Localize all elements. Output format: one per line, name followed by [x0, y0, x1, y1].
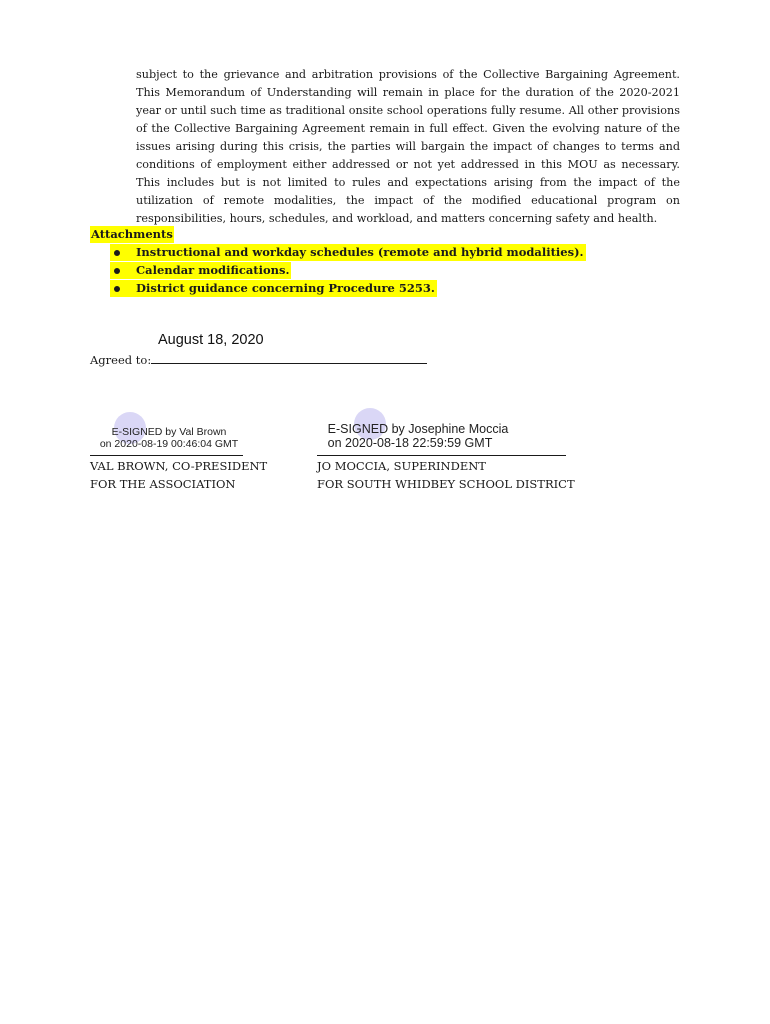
attachments-heading: Attachments — [91, 227, 173, 241]
signature-line — [317, 455, 566, 456]
agreed-signature-line — [151, 352, 427, 364]
attachment-item-label: District guidance concerning Procedure 5253. — [136, 281, 435, 295]
bullet-icon — [110, 280, 136, 297]
signature-line — [90, 455, 243, 456]
esigned-timestamp: on 2020-08-19 00:46:04 GMT — [99, 438, 239, 450]
signer-name-title: JO MOCCIA, SUPERINDENT — [317, 459, 486, 473]
signer-name-title: VAL BROWN, CO-PRESIDENT — [90, 459, 268, 473]
signer-organization: FOR THE ASSOCIATION — [90, 477, 236, 491]
esigned-by-text: E-SIGNED by Val Brown — [111, 426, 227, 438]
agreement-date: August 18, 2020 — [158, 332, 264, 348]
attachment-item-label: Instructional and workday schedules (remote and hybrid modalities). — [136, 245, 584, 259]
esigned-timestamp: on 2020-08-18 22:59:59 GMT — [327, 436, 493, 450]
agreed-to-line — [90, 352, 427, 367]
bullet-icon — [110, 262, 136, 279]
attachment-item-label: Calendar modifications. — [136, 263, 290, 277]
bullet-icon — [110, 244, 136, 261]
esigned-by-text: E-SIGNED by Josephine Moccia — [327, 422, 509, 436]
agreed-to-label: Agreed to: — [90, 353, 152, 367]
body-paragraph: subject to the grievance and arbitration provisions of the Collective Bargaining Agreement. This Memorandum of Understanding will remain in place for the duration of the 2020-2021 year or until such time as traditional onsite school operations fully resume. All other provisions of the Collective Bargaining Agreement remain in full effect. Given the evolving nature of the issues arising during this crisis, the parties will bargain the impact of changes to terms and conditions of employment either addressed or not yet addressed in this MOU as necessary. This includes but is not limited to rules and expectations arising from the impact of the utilization of remote modalities, the impact of the modified educational program on responsibilities, hours, schedules, and workload, and matters concerning safety and health. — [136, 68, 680, 225]
signer-organization: FOR SOUTH WHIDBEY SCHOOL DISTRICT — [317, 477, 575, 491]
